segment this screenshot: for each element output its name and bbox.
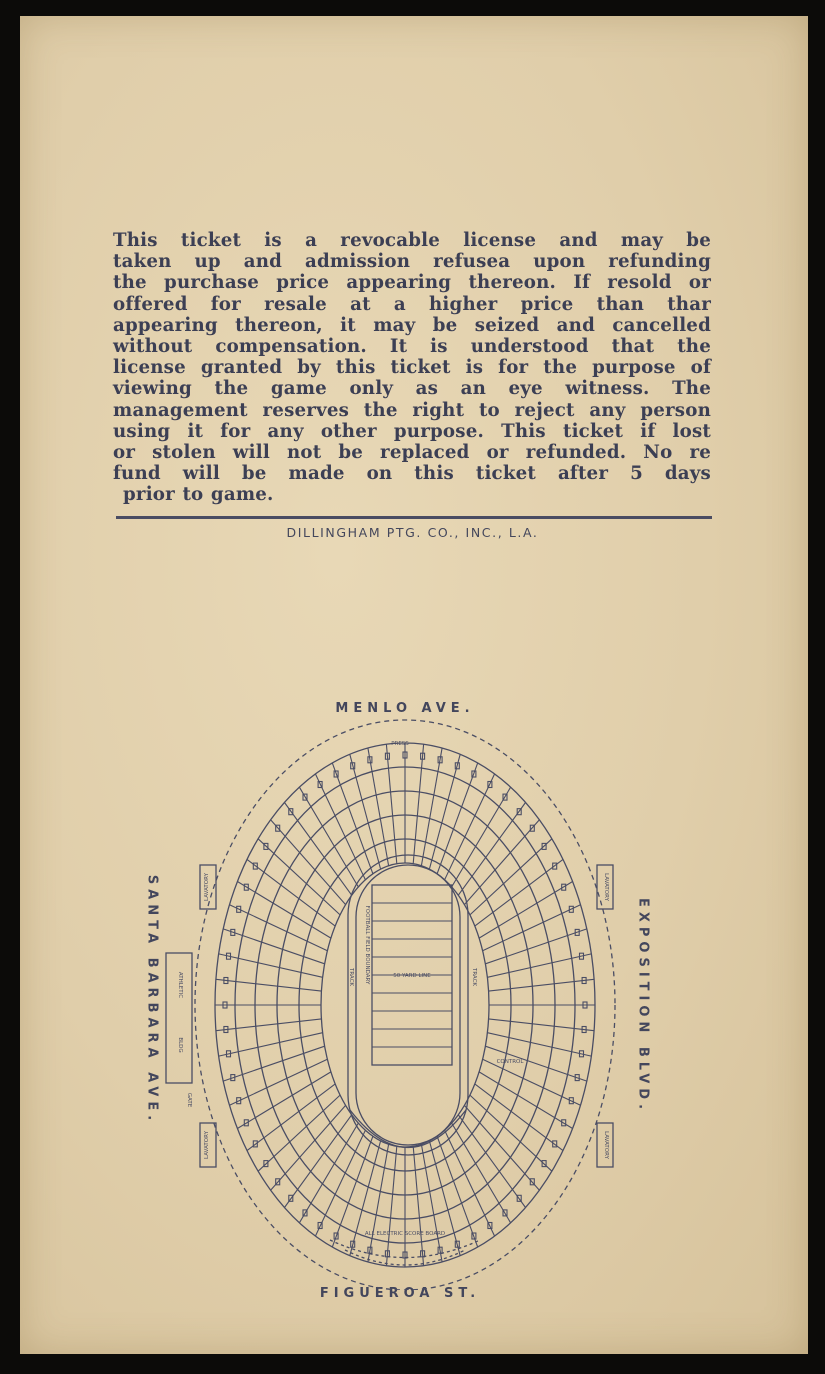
aisle-line <box>413 744 423 863</box>
gate-label: GATE <box>186 1092 192 1108</box>
terms-line: taken up and admission refusea upon refunding <box>113 251 711 273</box>
terms-line: using it for any other purpose. This ticket if lost <box>113 420 711 442</box>
street-label-south: FIGUEROA ST. <box>319 1286 481 1301</box>
street-label-east: EXPOSITION BLVD. <box>635 897 651 1115</box>
aisle-line <box>386 1146 396 1265</box>
lavatory-label: LAVATORY <box>204 1131 210 1159</box>
terms-line: viewing the game only as an eye witness. The <box>113 378 711 400</box>
aisle-line <box>489 979 594 991</box>
ticket-terms <box>113 230 711 506</box>
lavatory-label: LAVATORY <box>603 1131 609 1159</box>
press-label: PRESS <box>391 741 409 747</box>
aisle-line <box>285 803 352 896</box>
track-label-east: TRACK <box>471 967 477 987</box>
lavatory-label: LAVATORY <box>204 873 210 901</box>
aisle-line <box>464 1105 539 1190</box>
aisle-line <box>285 1115 352 1208</box>
aisle-line <box>479 882 572 939</box>
aisle-line <box>464 820 539 905</box>
aisle-line <box>413 1146 423 1265</box>
terms-line: This ticket is a revocable license and may be <box>113 230 711 251</box>
street-label-north: MENLO AVE. <box>335 701 475 716</box>
seating-ring <box>299 839 511 1171</box>
terms-line: fund will be made on this ticket after 5 days <box>113 463 711 485</box>
aisle-line <box>216 1019 322 1031</box>
aisle-line <box>237 1072 331 1129</box>
terms-line: without compensation. It is understood that the <box>113 336 711 358</box>
bldg-label: BLDG <box>177 1037 183 1053</box>
aisle-line <box>216 979 322 991</box>
terms-line: prior to game. <box>123 484 274 506</box>
aisle-line <box>237 882 331 939</box>
terms-line: license granted by this ticket is for the purpose of <box>113 357 711 379</box>
terms-line: or stolen will not be replaced or refunded. No re <box>113 442 711 464</box>
aisle-line <box>489 1019 594 1031</box>
aisle-line <box>458 803 525 896</box>
running-track <box>348 855 468 1155</box>
aisle-line <box>458 1115 525 1208</box>
seating-ring <box>321 863 489 1147</box>
athletic-label: ATHLETIC <box>177 971 183 999</box>
terms-line: the purchase price appearing thereon. If resold or <box>113 272 711 294</box>
aisle-line <box>271 1105 346 1190</box>
lavatory-label: LAVATORY <box>603 873 609 901</box>
scoreboard-label: ALL ELECTRIC SCORE BOARD <box>364 1231 446 1237</box>
terms-line: offered for resale at a higher price than thar <box>113 293 711 315</box>
aisle-line <box>271 820 346 905</box>
track-label-west: TRACK <box>348 967 354 987</box>
horseshoe-end <box>350 1110 466 1148</box>
divider-rule <box>116 516 712 519</box>
field-label: 50 YARD LINE <box>393 973 431 979</box>
terms-line: appearing thereon, it may be seized and cancelled <box>113 314 711 336</box>
printer-credit: DILLINGHAM PTG. CO., INC., L.A. <box>286 525 539 540</box>
control-label: CONTROL <box>496 1059 524 1065</box>
terms-line: management reserves the right to reject any person <box>113 399 711 421</box>
street-label-west: SANTA BARBARA AVE. <box>144 874 160 1126</box>
aisle-line <box>386 744 396 863</box>
stadium-seating-map <box>160 715 640 1290</box>
boundary-label: FOOTBALL FIELD BOUNDARY <box>364 905 370 985</box>
aisle-line <box>479 1072 572 1129</box>
